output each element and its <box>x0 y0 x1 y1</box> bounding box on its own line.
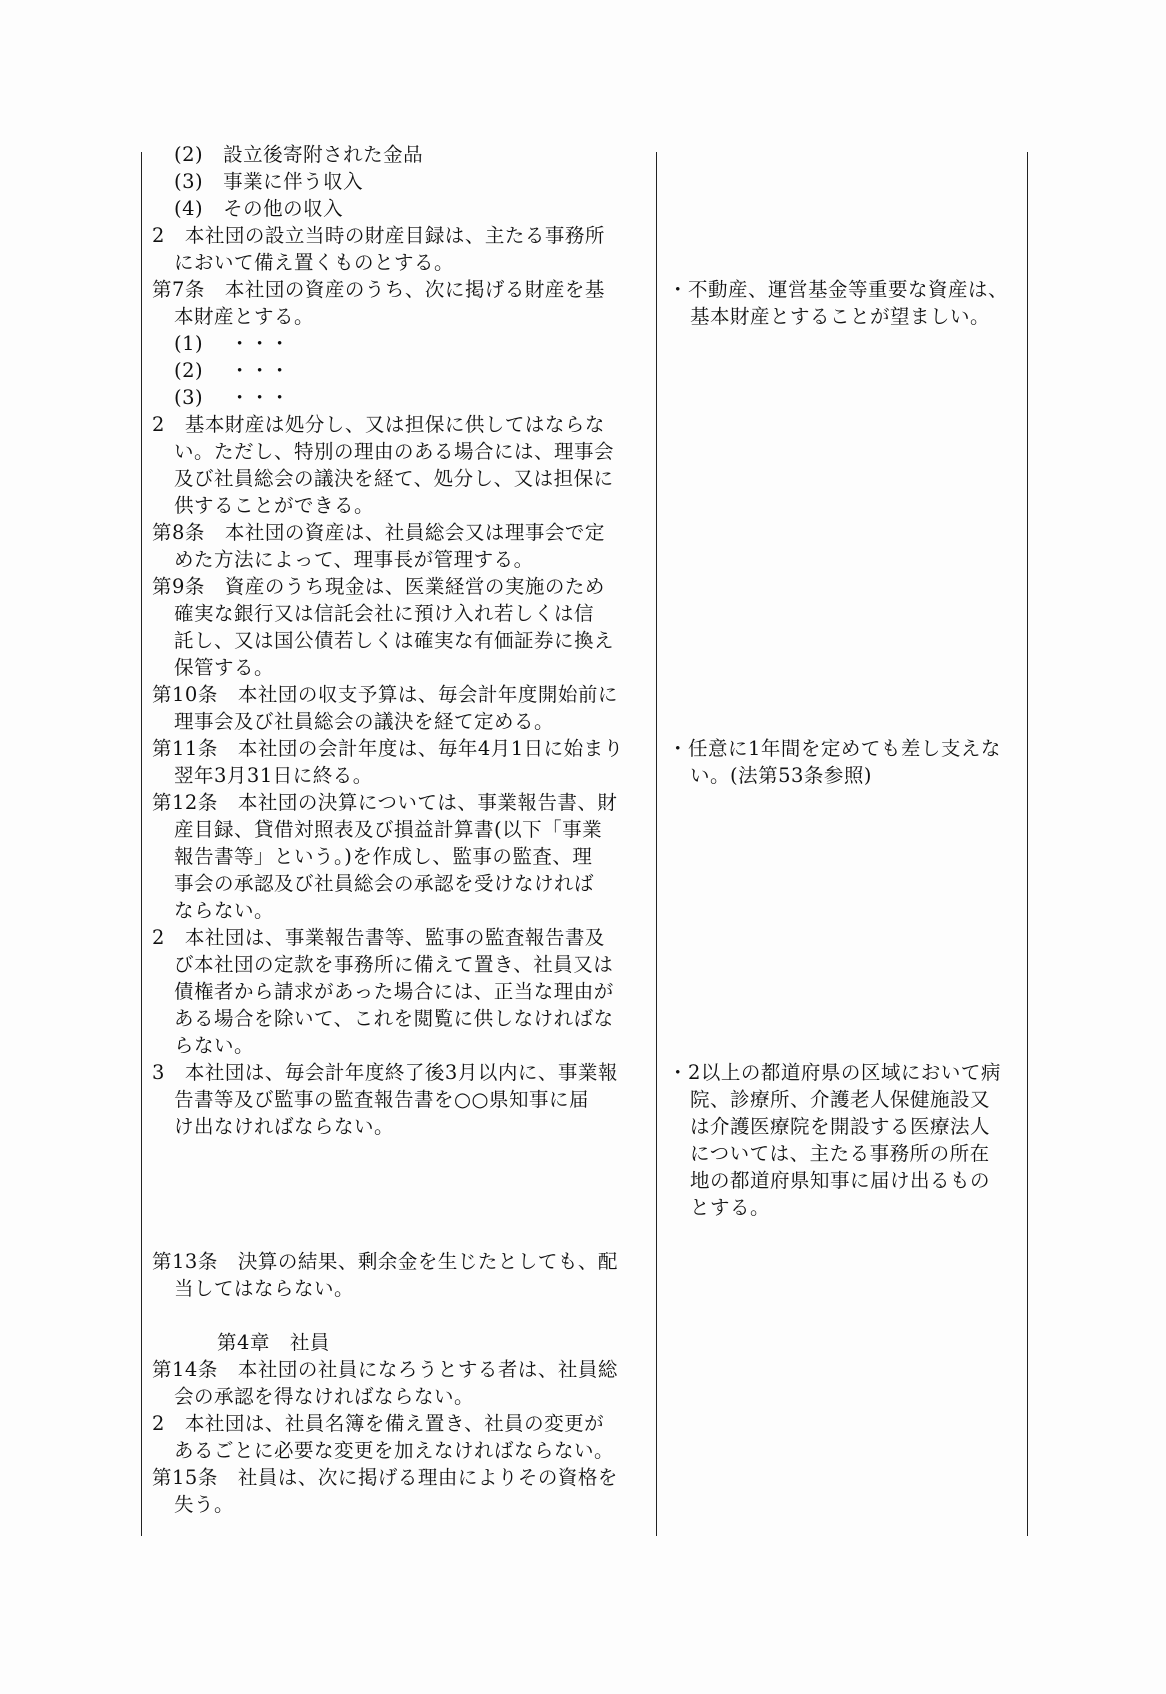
article-text-line: ある場合を除いて、これを閲覧に供しなければな <box>174 1007 614 1030</box>
article-text-line: 2 本社団は、事業報告書等、監事の監査報告書及 <box>152 926 605 949</box>
article-text-line: 保管する。 <box>174 656 275 679</box>
article-text-line: び本社団の定款を事務所に備えて置き、社員又は <box>174 953 614 976</box>
article-text-line: け出なければならない。 <box>174 1115 395 1138</box>
article-text-line: 第14条 本社団の社員になろうとする者は、社員総 <box>152 1358 618 1381</box>
article-text-line: 2 基本財産は処分し、又は担保に供してはならな <box>152 413 605 436</box>
article-text-line: 2 本社団の設立当時の財産目録は、主たる事務所 <box>152 224 605 247</box>
article-text-line: 産目録、貸借対照表及び損益計算書(以下「事業 <box>174 818 603 841</box>
note-text-line: とする。 <box>690 1196 771 1219</box>
article-text-line: 本財産とする。 <box>174 305 315 328</box>
article-text-line: 第13条 決算の結果、剰余金を生じたとしても、配 <box>152 1250 618 1273</box>
note-text-line: ・任意に1年間を定めても差し支えな <box>668 737 1001 760</box>
article-text-line: めた方法によって、理事長が管理する。 <box>174 548 534 571</box>
article-text-line: (3) ・・・ <box>174 386 290 409</box>
article-text-line: 会の承認を得なければならない。 <box>174 1385 475 1408</box>
article-text-line: 第8条 本社団の資産は、社員総会又は理事会で定 <box>152 521 605 544</box>
article-text-line: 理事会及び社員総会の議決を経て定める。 <box>174 710 555 733</box>
note-text-line: 地の都道府県知事に届け出るもの <box>690 1169 991 1192</box>
article-text-line: 当してはならない。 <box>174 1277 355 1300</box>
article-text-line: 及び社員総会の議決を経て、処分し、又は担保に <box>174 467 614 490</box>
article-text-line: 3 本社団は、毎会計年度終了後3月以内に、事業報 <box>152 1061 618 1084</box>
table-right-border <box>1027 152 1028 1536</box>
note-text-line: い。(法第53条参照) <box>690 764 873 787</box>
note-text-line: 基本財産とすることが望ましい。 <box>690 305 991 328</box>
article-text-line: 第4章 社員 <box>217 1331 330 1354</box>
article-text-line: 第10条 本社団の収支予算は、毎会計年度開始前に <box>152 683 618 706</box>
article-text-line: 事会の承認及び社員総会の承認を受けなければ <box>174 872 595 895</box>
article-text-line: 第7条 本社団の資産のうち、次に掲げる財産を基 <box>152 278 605 301</box>
article-text-line: あるごとに必要な変更を加えなければならない。 <box>174 1439 615 1462</box>
article-text-line: 第15条 社員は、次に掲げる理由によりその資格を <box>152 1466 618 1489</box>
note-text-line: は介護医療院を開設する医療法人 <box>690 1115 991 1138</box>
article-text-line: 債権者から請求があった場合には、正当な理由が <box>174 980 614 1003</box>
article-text-line: 供することができる。 <box>174 494 375 517</box>
article-text-line: 告書等及び監事の監査報告書を○○県知事に届 <box>174 1088 590 1111</box>
article-text-line: 翌年3月31日に終る。 <box>174 764 373 787</box>
article-text-line: 確実な銀行又は信託会社に預け入れ若しくは信 <box>174 602 595 625</box>
article-text-line: において備え置くものとする。 <box>174 251 455 274</box>
note-text-line: ・2以上の都道府県の区域において病 <box>668 1061 1001 1084</box>
article-text-line: (2) 設立後寄附された金品 <box>174 143 424 166</box>
article-text-line: 失う。 <box>174 1493 235 1516</box>
article-text-line: い。ただし、特別の理由のある場合には、理事会 <box>174 440 615 463</box>
article-text-line: (3) 事業に伴う収入 <box>174 170 364 193</box>
article-text-line: 託し、又は国公債若しくは確実な有価証券に換え <box>174 629 615 652</box>
article-text-line: らない。 <box>174 1034 255 1057</box>
article-text-line: ならない。 <box>174 899 275 922</box>
article-text-line: (1) ・・・ <box>174 332 290 355</box>
note-text-line: 院、診療所、介護老人保健施設又 <box>690 1088 991 1111</box>
article-text-line: 報告書等」という。)を作成し、監事の監査、理 <box>174 845 593 868</box>
table-left-border <box>141 152 142 1536</box>
note-text-line: ・不動産、運営基金等重要な資産は、 <box>668 278 1009 301</box>
article-text-line: 第11条 本社団の会計年度は、毎年4月1日に始まり <box>152 737 624 760</box>
article-text-line: (2) ・・・ <box>174 359 290 382</box>
table-column-divider <box>656 152 657 1536</box>
note-text-line: については、主たる事務所の所在 <box>690 1142 990 1165</box>
article-text-line: 第9条 資産のうち現金は、医業経営の実施のため <box>152 575 605 598</box>
article-text-line: (4) その他の収入 <box>174 197 344 220</box>
article-text-line: 2 本社団は、社員名簿を備え置き、社員の変更が <box>152 1412 605 1435</box>
article-text-line: 第12条 本社団の決算については、事業報告書、財 <box>152 791 618 814</box>
